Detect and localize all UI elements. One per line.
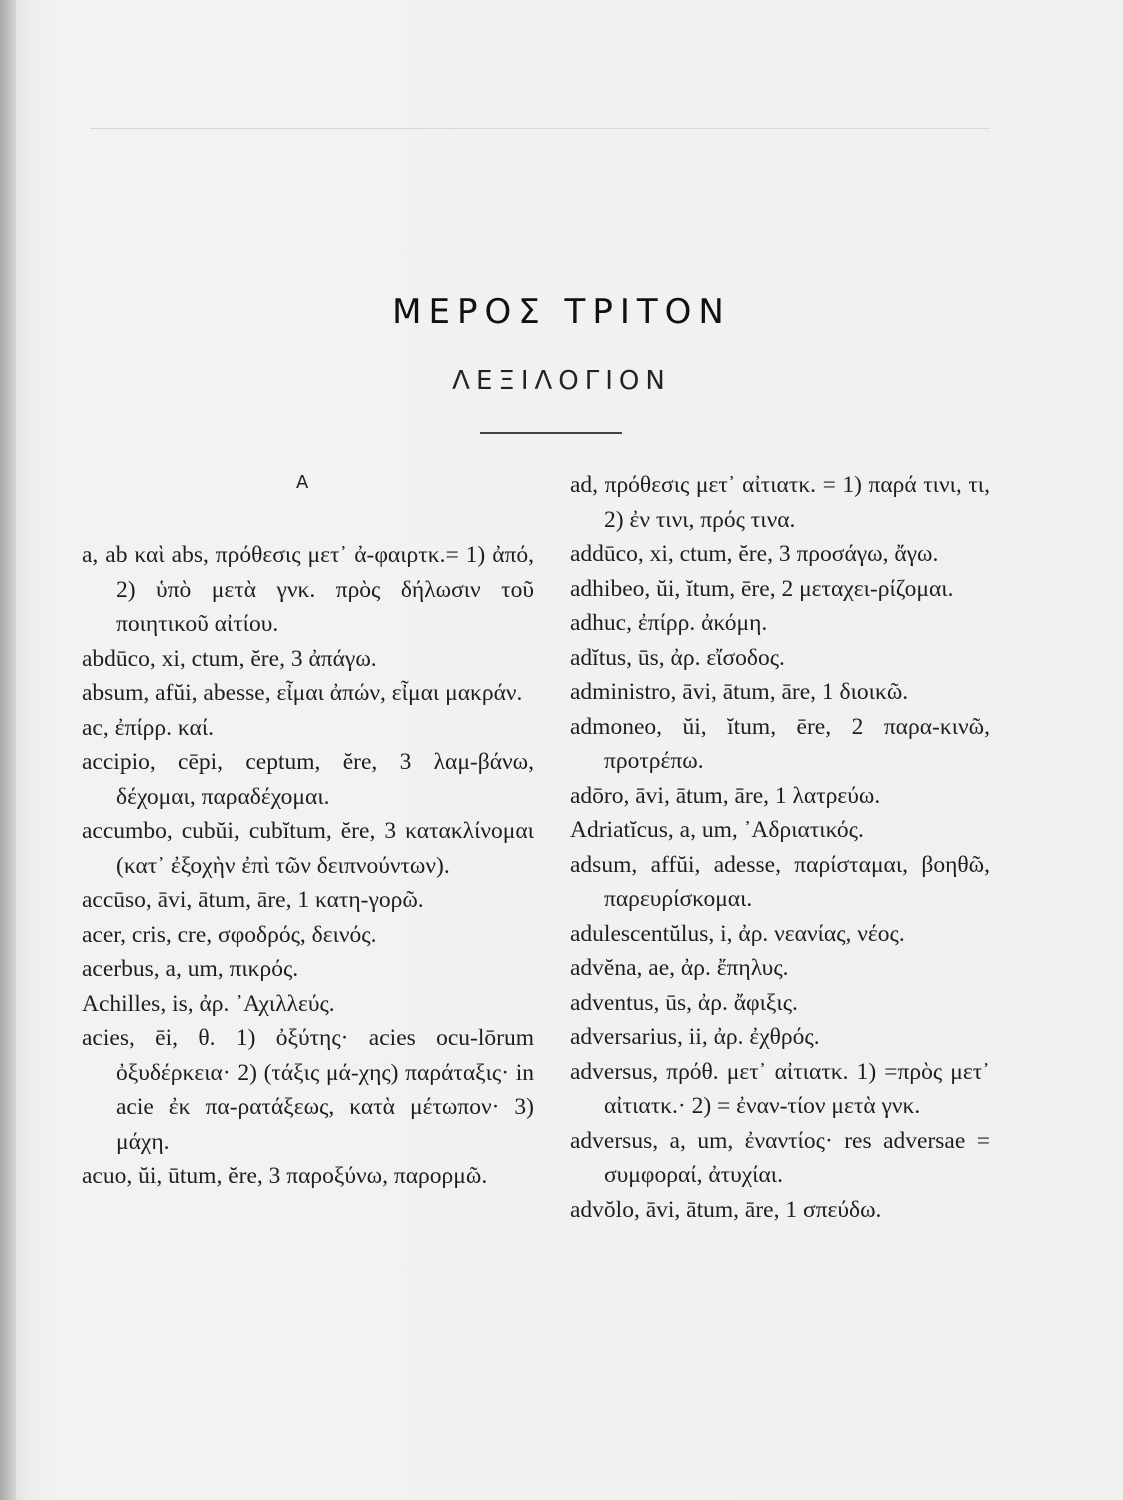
section-letter: Α [296,472,309,493]
entry-adriaticus: Adriatĭcus, a, um, ᾿Αδριατικός. [570,817,864,843]
entry-advena: advĕna, ae, ἀρ. ἔπηλυς. [570,955,789,981]
entry-ac: ac, ἐπίρρ. καί. [82,714,215,741]
entry-adoro: adōro, āvi, ātum, āre, 1 λατρεύω. [570,782,881,809]
entry-absum: absum, afŭi, abesse, εἶμαι ἀπών, εἶμαι μακράν. [82,680,523,706]
entry-adsum: adsum, affŭi, adesse, παρίσταμαι, βοηθῶ, παρευρίσκομαι. [570,851,990,912]
entry-adversarius: adversarius, ii, ἀρ. ἐχθρός. [570,1024,820,1050]
entry-advolo: advŏlo, āvi, ātum, āre, 1 σπεύδω. [570,1196,882,1223]
entry-acer: acer, cris, cre, σφοδρός, δεινός. [82,921,377,948]
entry-accumbo: accumbo, cubŭi, cubĭtum, ĕre, 3 κατακλίνομαι (κατ᾽ ἐξοχὴν ἐπὶ τῶν δειπνούντων). [82,818,534,879]
entry-accuso: accūso, āvi, ātum, āre, 1 κατη-γορῶ. [82,887,424,913]
entry-acies: acies, ēi, θ. 1) ὀξύτης· acies ocu-lōrum ὀξυδέρκεια· 2) (τάξις μά-χης) παράταξις· in acie ἐκ πα-ρατάξεως, κατὰ μέτωπον· 3) μάχη. [82,1025,534,1155]
bleed-through-rule [90,128,990,129]
entry-adversus-adj: adversus, a, um, ἐναντίος· res adversae = συμφοραί, ἀτυχίαι. [570,1127,990,1188]
entry-adulescentulus: adulescentŭlus, i, ἀρ. νεανίας, νέος. [570,920,905,947]
entry-acuo: acuo, ŭi, ūtum, ĕre, 3 παροξύνω, παρορμῶ. [82,1163,488,1189]
entry-acerbus: acerbus, a, um, πικρός. [82,956,299,982]
entry-adduco: addūco, xi, ctum, ĕre, 3 προσάγω, ἄγω. [570,541,939,567]
entry-abduco: abdūco, xi, ctum, ĕre, 3 ἀπάγω. [82,645,377,672]
entry-administro: administro, āvi, ātum, āre, 1 διοικῶ. [570,679,909,705]
entry-adhuc: adhuc, ἐπίρρ. ἀκόμη. [570,610,768,636]
entry-adventus: adventus, ūs, ἀρ. ἄφιξις. [570,989,798,1016]
entry-ad: ad, πρόθεσις μετ᾽ αἰτιατκ. = 1) παρά τινι, τι, 2) ἐν τινι, πρός τινα. [570,472,990,533]
entry-adhibeo: adhibeo, ŭi, ĭtum, ēre, 2 μεταχει-ρίζομαι. [570,575,954,602]
part-title: ΜΕΡΟΣ ΤΡΙΤΟΝ [392,292,731,332]
entry-aditus: adĭtus, ūs, ἀρ. εἴσοδος. [570,644,785,671]
title-divider [480,432,622,434]
entry-accipio: accipio, cēpi, ceptum, ĕre, 3 λαμ-βάνω, δέχομαι, παραδέχομαι. [82,749,534,810]
left-column [82,538,534,1194]
book-spine-shadow [0,0,16,1500]
right-column [570,468,990,1227]
entry-a-ab: a, ab καὶ abs, πρόθεσις μετ᾽ ἀ-φαιρτκ.= 1) ἀπό, 2) ὑπὸ μετὰ γνκ. πρὸς δήλωσιν τοῦ ποιητικοῦ αἰτίου. [82,542,534,637]
entry-admoneo: admoneo, ŭi, ĭtum, ēre, 2 παρα-κινῶ, προτρέπω. [570,713,990,774]
entry-achilles: Achilles, is, ἀρ. ᾿Αχιλλεύς. [82,990,335,1017]
glossary-title: ΛΕΞΙΛΟΓΙΟΝ [452,366,671,396]
entry-adversus-prep: adversus, πρόθ. μετ᾽ αἰτιατκ. 1) =πρὸς μετ᾽ αἰτιατκ.· 2) = ἐναν-τίον μετὰ γνκ. [570,1058,990,1119]
